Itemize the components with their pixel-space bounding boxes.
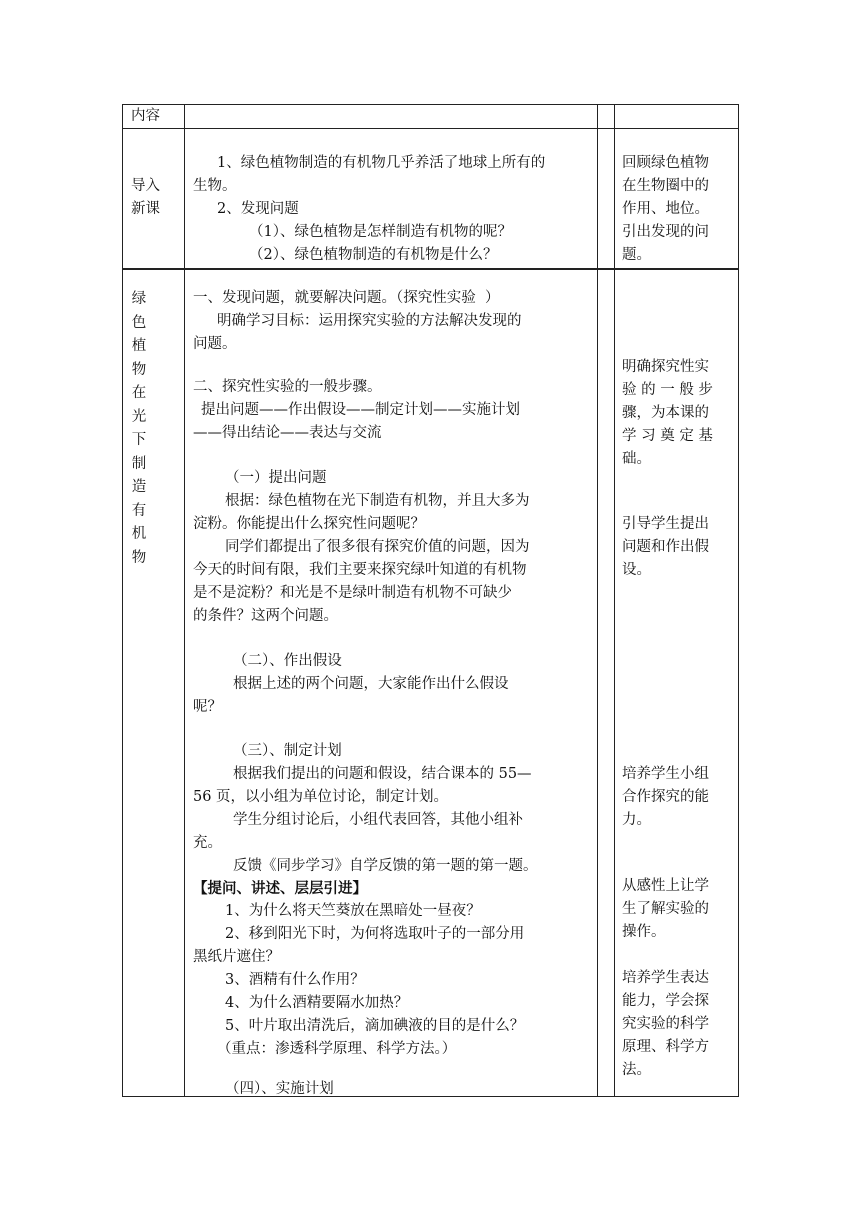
label-char: 光 — [131, 408, 147, 425]
intro-content-line: （2）、绿色植物制造的有机物是什么？ — [249, 247, 498, 263]
intro-content-line: （1）、绿色植物是怎样制造有机物的呢？ — [249, 224, 512, 240]
main-content-line: 4、为什么酒精要隔水加热？ — [225, 995, 409, 1011]
intro-note-line: 回顾绿色植物 — [622, 155, 709, 171]
intro-label-line-1: 导入 — [131, 178, 160, 194]
label-char: 造 — [131, 479, 147, 495]
main-content-line: 是不是淀粉？和光是不是绿叶制造有机物不可缺少 — [193, 585, 512, 601]
main-note-line: 设。 — [622, 562, 651, 578]
label-char: 物 — [131, 361, 147, 378]
main-content-line: （一）提出问题 — [225, 470, 327, 486]
label-char: 绿 — [131, 291, 147, 307]
table-border-bottom — [122, 1096, 738, 1097]
main-note-line: 培养学生小组 — [622, 766, 709, 782]
main-content-line: 5、叶片取出清洗后，滴加碘液的目的是什么？ — [225, 1018, 525, 1034]
main-note-line: 从感性上让学 — [622, 878, 709, 894]
label-char: 机 — [131, 526, 147, 542]
intro-note-line: 引出发现的问 — [622, 224, 709, 240]
intro-content-line: 1、绿色植物制造的有机物几乎养活了地球上所有的 — [217, 155, 546, 171]
main-content-line: ——得出结论——表达与交流 — [193, 425, 382, 441]
main-note-line: 能力，学会探 — [622, 993, 709, 1009]
main-content-line: 56 页，以小组为单位讨论，制定计划。 — [193, 789, 449, 805]
main-note-line: 引导学生提出 — [622, 516, 709, 532]
intro-content-line: 2、发现问题 — [217, 201, 299, 217]
main-note-line: 合作探究的能 — [622, 789, 709, 805]
intro-note-line: 在生物圈中的 — [622, 178, 709, 194]
main-content-line: 3、酒精有什么作用？ — [225, 972, 365, 988]
main-note-line: 生了解实验的 — [622, 901, 709, 917]
main-content-line: 反馈《同步学习》自学反馈的第一题的第一题。 — [233, 858, 538, 874]
main-content-line: 的条件？这两个问题。 — [193, 608, 338, 624]
label-char: 制 — [131, 455, 147, 472]
header-content-label: 内容 — [131, 108, 160, 124]
label-char: 色 — [131, 314, 147, 331]
main-content-line: 二、探究性实验的一般步骤。 — [193, 379, 382, 395]
main-content-line: 呢？ — [193, 699, 222, 715]
main-content-line: 问题。 — [193, 336, 237, 352]
main-content-line: 黑纸片遮住？ — [193, 949, 280, 965]
table-border-col1 — [184, 104, 185, 1097]
table-border-top — [122, 104, 738, 105]
main-content-line: 学生分组讨论后，小组代表回答，其他小组补 — [233, 812, 523, 828]
main-content-line: 淀粉。你能提出什么探究性问题呢？ — [193, 516, 425, 532]
label-char: 物 — [131, 549, 147, 566]
main-note-line: 明确探究性实 — [622, 359, 709, 375]
main-content-line: 根据上述的两个问题，大家能作出什么假设 — [233, 676, 509, 692]
main-note-line: 学 习 奠 定 基 — [622, 428, 713, 444]
main-note-line: 问题和作出假 — [622, 539, 709, 555]
main-note-line: 培养学生表达 — [622, 970, 709, 986]
main-content-line: （三）、制定计划 — [233, 743, 342, 759]
table-border-col3 — [614, 104, 615, 1097]
intro-note-line: 题。 — [622, 247, 651, 263]
main-content-line: 根据：绿色植物在光下制造有机物，并且大多为 — [225, 493, 530, 509]
table-border-thick-divider — [122, 268, 739, 270]
main-content-line: 根据我们提出的问题和假设，结合课本的 55— — [233, 766, 532, 782]
main-vertical-label — [127, 288, 151, 570]
main-content-line: 【提问、讲述、层层引进】 — [193, 880, 367, 897]
intro-label-line-2: 新课 — [131, 201, 160, 217]
table-border-header-bottom — [122, 128, 738, 129]
table-border-right — [738, 104, 739, 1097]
intro-content-line: 生物。 — [193, 178, 237, 194]
main-content-line: 一、发现问题，就要解决问题。（探究性实验 ） — [193, 290, 500, 306]
label-char: 下 — [131, 432, 147, 448]
main-note-line: 究实验的科学 — [622, 1016, 709, 1032]
main-content-line: 提出问题——作出假设——制定计划——实施计划 — [201, 402, 520, 418]
main-note-line: 础。 — [622, 451, 651, 467]
main-content-line: 充。 — [193, 835, 222, 851]
main-note-line: 原理、科学方 — [622, 1039, 709, 1055]
table-border-col2 — [597, 104, 598, 1097]
label-char: 有 — [131, 502, 147, 519]
main-content-line: （四）、实施计划 — [225, 1081, 334, 1097]
intro-note-line: 作用、地位。 — [622, 201, 709, 217]
main-note-line: 骤，为本课的 — [622, 405, 709, 421]
main-content-line: 明确学习目标：运用探究实验的方法解决发现的 — [217, 313, 522, 329]
table-border-left — [122, 104, 123, 1097]
label-char: 在 — [131, 385, 147, 401]
main-content-line: 今天的时间有限，我们主要来探究绿叶知道的有机物 — [193, 562, 527, 578]
main-content-line: 2、移到阳光下时，为何将选取叶子的一部分用 — [225, 926, 525, 942]
main-note-line: 法。 — [622, 1062, 651, 1078]
main-note-line: 验 的 一 般 步 — [622, 382, 713, 398]
main-note-line: 力。 — [622, 812, 651, 828]
main-content-line: （重点：渗透科学原理、科学方法。） — [217, 1041, 457, 1057]
label-char: 植 — [131, 338, 147, 354]
main-content-line: （二）、作出假设 — [233, 653, 342, 669]
main-note-line: 操作。 — [622, 924, 666, 940]
main-content-line: 同学们都提出了很多很有探究价值的问题，因为 — [225, 539, 530, 555]
main-content-line: 1、为什么将天竺葵放在黑暗处一昼夜？ — [225, 903, 481, 919]
